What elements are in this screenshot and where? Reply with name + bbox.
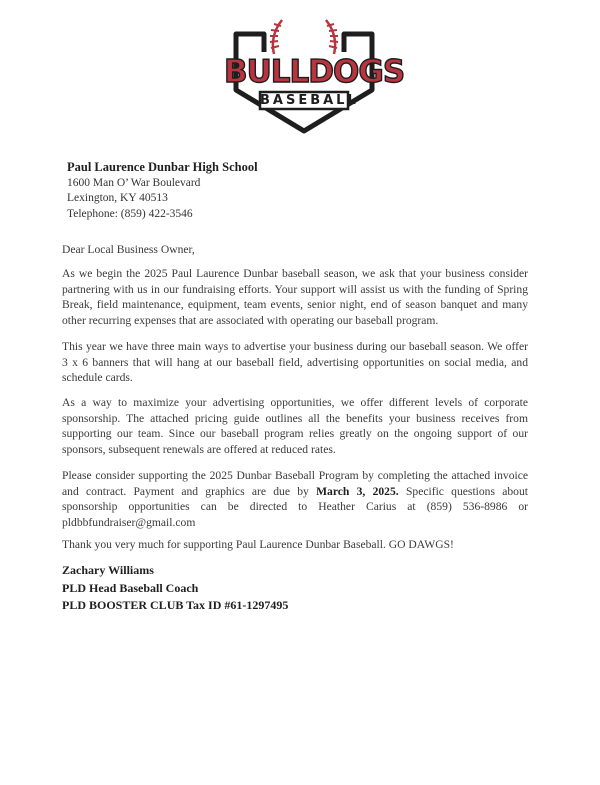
coach-name: Zachary Williams (62, 563, 154, 577)
telephone: Telephone: (859) 422-3546 (67, 207, 193, 220)
due-date: March 3, 2025. (316, 484, 399, 498)
logo-baseball-text: BASEBALL (260, 93, 359, 108)
contact-text-after: Specific questions about sponsorship opportunities can be directed to Heather Carius at (859) 536-8986 or pldbbfundraiser@gmail.com (62, 484, 528, 530)
greeting: Dear Local Business Owner, (62, 243, 195, 256)
contact-text-before: Please consider supporting the 2025 Dunbar Baseball Program by completing the attached invoice and contract. Payment and graphics are due by (62, 469, 528, 498)
paragraph-sponsorship-levels: As a way to maximize your advertising opportunities, we offer different levels of corporate sponsorship. The attached pricing guide outlines all the benefits your business receives from supporting our team. Since our baseball program relies greatly on the ongoing support of our sponsors, subsequent renewals are offered at reduced rates. (62, 396, 528, 457)
tax-id: PLD BOOSTER CLUB Tax ID #61-1297495 (62, 598, 289, 612)
coach-title: PLD Head Baseball Coach (62, 580, 199, 595)
paragraph-thanks: Thank you very much for supporting Paul Laurence Dunbar Baseball. GO DAWGS! (62, 538, 454, 551)
paragraph-advertising-options: This year we have three main ways to advertise your business during our baseball season. We offer 3 x 6 banners that will hang at our baseball field, advertising opportunities on social media, and schedule cards. (62, 340, 528, 385)
paragraph-intro: As we begin the 2025 Paul Laurence Dunbar baseball season, we ask that your business consider partnering with us in our fundraising efforts. Your support will assist us with the funding of Spring Break, field maintenance, equipment, team events, senior night, end of season banquet and many other recurring expenses that are associated with operating our baseball program. (62, 267, 528, 328)
city-state-zip: Lexington, KY 40513 (67, 192, 168, 204)
signature-block (62, 562, 288, 615)
street-address: 1600 Man O’ War Boulevard (67, 176, 201, 189)
bulldogs-baseball-logo (224, 10, 405, 136)
school-name: Paul Laurence Dunbar High School (67, 160, 258, 174)
logo-bulldogs-text: BULLDOGS (224, 54, 405, 90)
school-address-block (67, 160, 258, 222)
paragraph-contact (62, 468, 528, 531)
